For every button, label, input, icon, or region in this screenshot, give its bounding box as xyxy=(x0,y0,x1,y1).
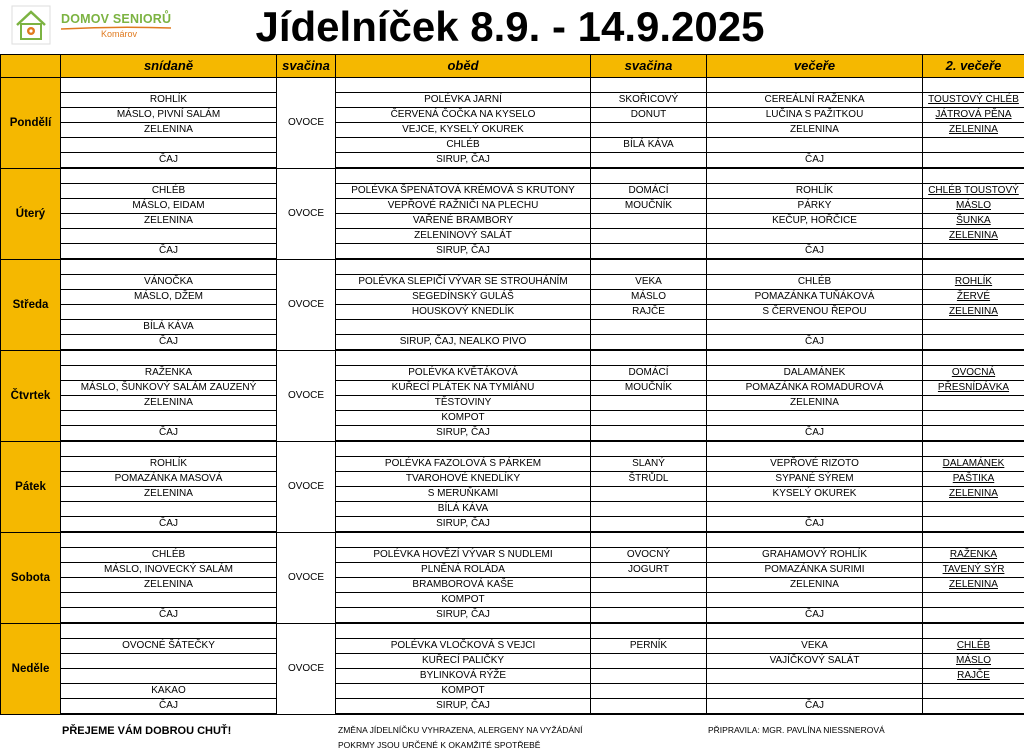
cell-snidane xyxy=(61,654,277,669)
cell-snidane: ČAJ xyxy=(61,426,277,442)
day-label: Pondělí xyxy=(1,78,61,169)
cell-obed: SEGEDÍNSKÝ GULÁŠ xyxy=(336,290,591,305)
cell-svacina-2 xyxy=(591,578,707,593)
cell-snidane: RAŽENKA xyxy=(61,366,277,381)
cell-vecere-2 xyxy=(923,78,1024,93)
cell-snidane: BÍLÁ KÁVA xyxy=(61,320,277,335)
cell-vecere: CHLÉB xyxy=(707,275,923,290)
cell-vecere xyxy=(707,138,923,153)
cell-snidane: ČAJ xyxy=(61,517,277,533)
cell-vecere xyxy=(707,623,923,639)
table-row xyxy=(1,229,1024,244)
cell-svacina-2 xyxy=(591,669,707,684)
table-row xyxy=(1,548,1024,563)
table-row xyxy=(1,350,1024,366)
cell-vecere-2: RAŽENKA xyxy=(923,548,1024,563)
day-label: Pátek xyxy=(1,441,61,532)
cell-svacina-1: OVOCE xyxy=(277,532,336,623)
cell-vecere-2: ZELENINA xyxy=(923,487,1024,502)
cell-svacina-2 xyxy=(591,608,707,624)
table-row xyxy=(1,502,1024,517)
cell-vecere xyxy=(707,259,923,275)
cell-snidane: CHLÉB xyxy=(61,548,277,563)
cell-svacina-2 xyxy=(591,244,707,260)
cell-svacina-2: MOUČNÍK xyxy=(591,199,707,214)
cell-vecere: ZELENINA xyxy=(707,123,923,138)
cell-obed: SIRUP, ČAJ xyxy=(336,517,591,533)
cell-vecere-2: OVOCNÁ xyxy=(923,366,1024,381)
cell-vecere xyxy=(707,168,923,184)
cell-vecere: ČAJ xyxy=(707,699,923,715)
cell-obed: SIRUP, ČAJ xyxy=(336,699,591,715)
cell-vecere-2: CHLÉB xyxy=(923,639,1024,654)
cell-vecere xyxy=(707,350,923,366)
cell-snidane: ČAJ xyxy=(61,244,277,260)
cell-snidane: MÁSLO, ŠUNKOVÝ SALÁM ZAUZENÝ xyxy=(61,381,277,396)
cell-obed xyxy=(336,350,591,366)
cell-svacina-2 xyxy=(591,335,707,351)
corner-cell xyxy=(1,55,61,78)
table-row xyxy=(1,396,1024,411)
cell-vecere-2 xyxy=(923,350,1024,366)
cell-snidane: CHLÉB xyxy=(61,184,277,199)
cell-vecere: ČAJ xyxy=(707,335,923,351)
cell-svacina-2 xyxy=(591,684,707,699)
table-row xyxy=(1,93,1024,108)
col-header-svacina-1: svačina xyxy=(277,55,336,78)
cell-vecere: DALAMÁNEK xyxy=(707,366,923,381)
cell-snidane: ČAJ xyxy=(61,608,277,624)
cell-obed: ČERVENÁ ČOČKA NA KYSELO xyxy=(336,108,591,123)
cell-vecere-2 xyxy=(923,593,1024,608)
cell-vecere: VEPŘOVÉ RIZOTO xyxy=(707,457,923,472)
cell-svacina-2: RAJČE xyxy=(591,305,707,320)
cell-snidane: OVOCNÉ ŠÁTEČKY xyxy=(61,639,277,654)
table-row xyxy=(1,593,1024,608)
cell-vecere: KEČUP, HOŘČICE xyxy=(707,214,923,229)
cell-obed: POLÉVKA SLEPIČÍ VÝVAR SE STROUHÁNÍM xyxy=(336,275,591,290)
cell-snidane: ZELENINA xyxy=(61,487,277,502)
cell-vecere: ZELENINA xyxy=(707,396,923,411)
menu-table xyxy=(0,54,1024,715)
cell-obed: SIRUP, ČAJ xyxy=(336,153,591,169)
cell-svacina-2: DOMÁCÍ xyxy=(591,184,707,199)
cell-obed: POLÉVKA KVĚTÁKOVÁ xyxy=(336,366,591,381)
cell-obed xyxy=(336,623,591,639)
cell-vecere-2: RAJČE xyxy=(923,669,1024,684)
cell-obed: SIRUP, ČAJ xyxy=(336,244,591,260)
cell-snidane: ZELENINA xyxy=(61,123,277,138)
cell-snidane xyxy=(61,168,277,184)
cell-obed: KOMPOT xyxy=(336,684,591,699)
table-row xyxy=(1,184,1024,199)
cell-vecere: ROHLÍK xyxy=(707,184,923,199)
cell-vecere xyxy=(707,411,923,426)
table-row xyxy=(1,441,1024,457)
cell-obed: SIRUP, ČAJ, NEALKO PIVO xyxy=(336,335,591,351)
cell-svacina-2 xyxy=(591,623,707,639)
table-row xyxy=(1,532,1024,548)
cell-vecere-2 xyxy=(923,320,1024,335)
cell-vecere: KYSELÝ OKUREK xyxy=(707,487,923,502)
cell-obed xyxy=(336,259,591,275)
cell-obed: BÍLÁ KÁVA xyxy=(336,502,591,517)
cell-obed: S MERUŇKAMI xyxy=(336,487,591,502)
cell-vecere: CEREÁLNÍ RAŽENKA xyxy=(707,93,923,108)
cell-svacina-2: PERNÍK xyxy=(591,639,707,654)
logo-name: DOMOV SENIORŮ xyxy=(61,12,172,26)
cell-svacina-1: OVOCE xyxy=(277,441,336,532)
cell-snidane xyxy=(61,411,277,426)
cell-obed: KUŘECÍ PALIČKY xyxy=(336,654,591,669)
cell-vecere-2 xyxy=(923,244,1024,260)
cell-snidane xyxy=(61,78,277,93)
table-row xyxy=(1,123,1024,138)
table-row xyxy=(1,275,1024,290)
menu-body xyxy=(1,78,1024,715)
cell-svacina-2: SLANÝ xyxy=(591,457,707,472)
col-header-vecere-2: 2. večeře xyxy=(923,55,1024,78)
table-row xyxy=(1,305,1024,320)
cell-svacina-2 xyxy=(591,426,707,442)
table-row xyxy=(1,259,1024,275)
cell-vecere: S ČERVENOU ŘEPOU xyxy=(707,305,923,320)
table-row xyxy=(1,517,1024,533)
cell-vecere-2 xyxy=(923,396,1024,411)
cell-vecere: LUČINA S PAŽITKOU xyxy=(707,108,923,123)
day-label: Čtvrtek xyxy=(1,350,61,441)
cell-obed: POLÉVKA HOVĚZÍ VÝVAR S NUDLEMI xyxy=(336,548,591,563)
cell-snidane: MÁSLO, INOVECKÝ SALÁM xyxy=(61,563,277,578)
table-row xyxy=(1,654,1024,669)
cell-snidane xyxy=(61,305,277,320)
cell-svacina-2 xyxy=(591,654,707,669)
cell-obed: POLÉVKA JARNÍ xyxy=(336,93,591,108)
cell-vecere-2 xyxy=(923,699,1024,715)
cell-svacina-1: OVOCE xyxy=(277,78,336,169)
cell-obed xyxy=(336,320,591,335)
cell-obed: VEPŘOVÉ RAŽNIČI NA PLECHU xyxy=(336,199,591,214)
cell-svacina-2: SKOŘICOVÝ xyxy=(591,93,707,108)
table-row xyxy=(1,669,1024,684)
cell-obed: KUŘECÍ PLÁTEK NA TYMIÁNU xyxy=(336,381,591,396)
cell-vecere-2: PAŠTIKA xyxy=(923,472,1024,487)
cell-vecere: PÁRKY xyxy=(707,199,923,214)
cell-vecere-2: JÁTROVÁ PĚNA xyxy=(923,108,1024,123)
cell-svacina-2: MOUČNÍK xyxy=(591,381,707,396)
table-row xyxy=(1,411,1024,426)
cell-vecere: VEKA xyxy=(707,639,923,654)
cell-vecere-2 xyxy=(923,153,1024,169)
table-row xyxy=(1,366,1024,381)
table-row xyxy=(1,138,1024,153)
cell-obed: POLÉVKA VLOČKOVÁ S VEJCI xyxy=(336,639,591,654)
cell-svacina-2 xyxy=(591,320,707,335)
cell-svacina-1: OVOCE xyxy=(277,350,336,441)
cell-vecere-2: ROHLÍK xyxy=(923,275,1024,290)
table-row xyxy=(1,78,1024,93)
cell-vecere-2 xyxy=(923,517,1024,533)
cell-svacina-2 xyxy=(591,502,707,517)
cell-obed: VEJCE, KYSELÝ OKUREK xyxy=(336,123,591,138)
cell-snidane: ČAJ xyxy=(61,699,277,715)
cell-vecere-2: ZELENINA xyxy=(923,229,1024,244)
cell-vecere-2 xyxy=(923,335,1024,351)
cell-vecere: ČAJ xyxy=(707,153,923,169)
cell-svacina-1: OVOCE xyxy=(277,259,336,350)
house-logo-icon xyxy=(11,5,51,45)
cell-obed: TĚSTOVINY xyxy=(336,396,591,411)
col-header-svacina-2: svačina xyxy=(591,55,707,78)
cell-vecere xyxy=(707,502,923,517)
table-row xyxy=(1,699,1024,715)
table-row xyxy=(1,320,1024,335)
cell-vecere-2: ZELENINA xyxy=(923,123,1024,138)
cell-vecere: GRAHAMOVÝ ROHLÍK xyxy=(707,548,923,563)
cell-snidane: ČAJ xyxy=(61,153,277,169)
cell-vecere: ČAJ xyxy=(707,608,923,624)
cell-svacina-2 xyxy=(591,532,707,548)
table-row xyxy=(1,623,1024,639)
table-row xyxy=(1,608,1024,624)
table-row xyxy=(1,214,1024,229)
cell-obed xyxy=(336,168,591,184)
cell-snidane: KAKAO xyxy=(61,684,277,699)
table-row xyxy=(1,244,1024,260)
table-row xyxy=(1,290,1024,305)
cell-vecere-2 xyxy=(923,168,1024,184)
cell-vecere xyxy=(707,593,923,608)
cell-obed: POLÉVKA FAZOLOVÁ S PÁRKEM xyxy=(336,457,591,472)
cell-obed: TVAROHOVÉ KNEDLÍKY xyxy=(336,472,591,487)
table-row xyxy=(1,199,1024,214)
table-row xyxy=(1,457,1024,472)
table-row xyxy=(1,426,1024,442)
cell-svacina-2 xyxy=(591,411,707,426)
table-row xyxy=(1,578,1024,593)
page-title: Jídelníček 8.9. - 14.9.2025 xyxy=(255,3,765,50)
cell-vecere: POMAZÁNKA ROMADUROVÁ xyxy=(707,381,923,396)
cell-obed: POLÉVKA ŠPENÁTOVÁ KRÉMOVÁ S KRUTONY xyxy=(336,184,591,199)
cell-svacina-2: VEKA xyxy=(591,275,707,290)
cell-obed: BRAMBOROVÁ KAŠE xyxy=(336,578,591,593)
footer-wish: PŘEJEME VÁM DOBROU CHUŤ! xyxy=(62,725,232,737)
day-label: Středa xyxy=(1,259,61,350)
cell-vecere: SYPANÉ SÝREM xyxy=(707,472,923,487)
table-row xyxy=(1,472,1024,487)
cell-snidane: ROHLÍK xyxy=(61,93,277,108)
table-row xyxy=(1,108,1024,123)
cell-vecere-2 xyxy=(923,623,1024,639)
cell-vecere-2 xyxy=(923,684,1024,699)
table-row xyxy=(1,684,1024,699)
cell-vecere-2 xyxy=(923,138,1024,153)
cell-obed xyxy=(336,532,591,548)
cell-snidane xyxy=(61,623,277,639)
cell-snidane xyxy=(61,593,277,608)
cell-snidane xyxy=(61,532,277,548)
cell-vecere xyxy=(707,669,923,684)
cell-svacina-2: DOMÁCÍ xyxy=(591,366,707,381)
cell-vecere: ČAJ xyxy=(707,244,923,260)
cell-svacina-2: BÍLÁ KÁVA xyxy=(591,138,707,153)
cell-svacina-2 xyxy=(591,78,707,93)
cell-vecere-2: ŠUNKA xyxy=(923,214,1024,229)
cell-vecere-2 xyxy=(923,608,1024,624)
cell-vecere: VAJÍČKOVÝ SALÁT xyxy=(707,654,923,669)
cell-snidane xyxy=(61,502,277,517)
cell-snidane xyxy=(61,259,277,275)
cell-vecere xyxy=(707,441,923,457)
cell-snidane: ZELENINA xyxy=(61,578,277,593)
cell-snidane xyxy=(61,350,277,366)
cell-svacina-2 xyxy=(591,350,707,366)
cell-vecere-2 xyxy=(923,411,1024,426)
cell-vecere-2: ŽERVÉ xyxy=(923,290,1024,305)
cell-vecere-2 xyxy=(923,532,1024,548)
cell-svacina-2 xyxy=(591,441,707,457)
cell-vecere: POMAZÁNKA TUŇÁKOVÁ xyxy=(707,290,923,305)
cell-vecere: ČAJ xyxy=(707,517,923,533)
cell-snidane: MÁSLO, PIVNÍ SALÁM xyxy=(61,108,277,123)
cell-svacina-2: JOGURT xyxy=(591,563,707,578)
cell-vecere xyxy=(707,532,923,548)
cell-obed: CHLÉB xyxy=(336,138,591,153)
table-row xyxy=(1,335,1024,351)
table-row xyxy=(1,563,1024,578)
col-header-obed: oběd xyxy=(336,55,591,78)
cell-snidane: MÁSLO, DŽEM xyxy=(61,290,277,305)
cell-vecere-2: TOUSTOVÝ CHLÉB xyxy=(923,93,1024,108)
cell-svacina-2 xyxy=(591,396,707,411)
cell-obed: BYLINKOVÁ RÝŽE xyxy=(336,669,591,684)
cell-vecere-2: DALAMÁNEK xyxy=(923,457,1024,472)
day-label: Úterý xyxy=(1,168,61,259)
cell-obed xyxy=(336,441,591,457)
col-header-vecere: večeře xyxy=(707,55,923,78)
cell-svacina-2 xyxy=(591,123,707,138)
cell-vecere-2: CHLÉB TOUSTOVÝ xyxy=(923,184,1024,199)
cell-snidane: ROHLÍK xyxy=(61,457,277,472)
cell-obed: KOMPOT xyxy=(336,411,591,426)
footer-note-consumption: POKRMY JSOU URČENÉ K OKAMŽITÉ SPOTŘEBĚ xyxy=(338,740,541,750)
cell-vecere-2: ZELENINA xyxy=(923,305,1024,320)
logo xyxy=(11,5,191,45)
cell-vecere-2: ZELENINA xyxy=(923,578,1024,593)
cell-vecere: ČAJ xyxy=(707,426,923,442)
cell-obed: SIRUP, ČAJ xyxy=(336,426,591,442)
cell-snidane: ČAJ xyxy=(61,335,277,351)
cell-svacina-2 xyxy=(591,259,707,275)
cell-vecere-2: PŘESNÍDÁVKA xyxy=(923,381,1024,396)
cell-svacina-2: DONUT xyxy=(591,108,707,123)
cell-vecere xyxy=(707,78,923,93)
cell-vecere-2: MÁSLO xyxy=(923,199,1024,214)
cell-svacina-2 xyxy=(591,153,707,169)
cell-snidane: ZELENINA xyxy=(61,396,277,411)
cell-obed: SIRUP, ČAJ xyxy=(336,608,591,624)
cell-vecere-2: TAVENÝ SÝR xyxy=(923,563,1024,578)
cell-obed: HOUSKOVÝ KNEDLÍK xyxy=(336,305,591,320)
cell-snidane xyxy=(61,669,277,684)
cell-svacina-2 xyxy=(591,229,707,244)
cell-svacina-1: OVOCE xyxy=(277,168,336,259)
footer-note-change: ZMĚNA JÍDELNÍČKU VYHRAZENA, ALERGENY NA VYŽÁDÁNÍ xyxy=(338,725,583,735)
cell-vecere-2 xyxy=(923,259,1024,275)
cell-svacina-2 xyxy=(591,517,707,533)
cell-vecere-2 xyxy=(923,441,1024,457)
cell-snidane: ZELENINA xyxy=(61,214,277,229)
cell-svacina-2: OVOCNÝ xyxy=(591,548,707,563)
cell-obed: ZELENINOVÝ SALÁT xyxy=(336,229,591,244)
cell-snidane: POMAZÁNKA MASOVÁ xyxy=(61,472,277,487)
footer-prepared-by: PŘIPRAVILA: MGR. PAVLÍNA NIESSNEROVÁ xyxy=(708,725,885,735)
cell-vecere xyxy=(707,229,923,244)
cell-obed: PLNĚNÁ ROLÁDA xyxy=(336,563,591,578)
cell-svacina-2 xyxy=(591,593,707,608)
cell-svacina-2 xyxy=(591,214,707,229)
cell-snidane xyxy=(61,138,277,153)
cell-snidane: VÁNOČKA xyxy=(61,275,277,290)
cell-svacina-2 xyxy=(591,699,707,715)
cell-svacina-2 xyxy=(591,168,707,184)
table-row xyxy=(1,153,1024,169)
table-row xyxy=(1,168,1024,184)
table-row xyxy=(1,381,1024,396)
cell-vecere-2 xyxy=(923,426,1024,442)
cell-svacina-2 xyxy=(591,487,707,502)
logo-place: Komárov xyxy=(101,29,138,39)
cell-svacina-2: MÁSLO xyxy=(591,290,707,305)
cell-vecere: ZELENINA xyxy=(707,578,923,593)
table-row xyxy=(1,639,1024,654)
cell-snidane xyxy=(61,441,277,457)
cell-svacina-2: ŠTRŮDL xyxy=(591,472,707,487)
cell-snidane: MÁSLO, EIDAM xyxy=(61,199,277,214)
footer xyxy=(0,720,1024,752)
cell-vecere: POMAZÁNKA SURIMI xyxy=(707,563,923,578)
cell-snidane xyxy=(61,229,277,244)
cell-obed xyxy=(336,78,591,93)
header-row xyxy=(1,55,1024,78)
cell-obed: KOMPOT xyxy=(336,593,591,608)
table-row xyxy=(1,487,1024,502)
cell-vecere-2 xyxy=(923,502,1024,517)
cell-svacina-1: OVOCE xyxy=(277,623,336,714)
cell-vecere xyxy=(707,320,923,335)
day-label: Neděle xyxy=(1,623,61,714)
cell-obed: VAŘENÉ BRAMBORY xyxy=(336,214,591,229)
col-header-snidane: snídaně xyxy=(61,55,277,78)
cell-vecere-2: MÁSLO xyxy=(923,654,1024,669)
day-label: Sobota xyxy=(1,532,61,623)
cell-vecere xyxy=(707,684,923,699)
